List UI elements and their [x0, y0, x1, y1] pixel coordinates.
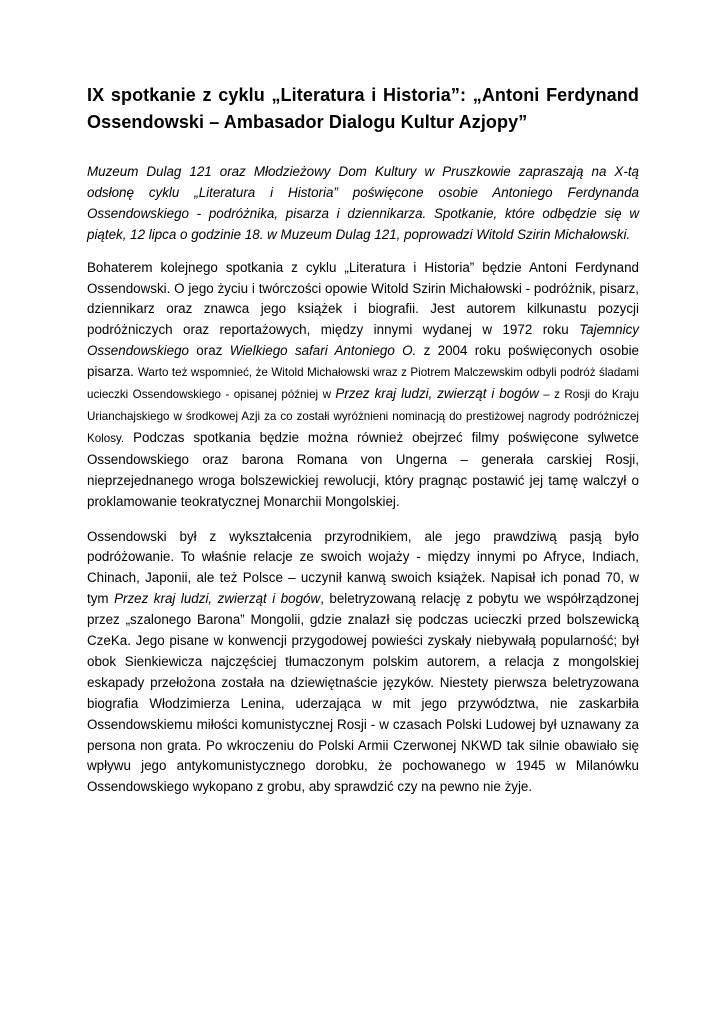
intro-paragraph: Muzeum Dulag 121 oraz Młodzieżowy Dom Kultury w Pruszkowie zapraszają na X-tą odsłonę cyklu „Literatura i Historia” poświęcone osobie Antoniego Ferdynanda Ossendowskiego - podróżnika, pisarza i dziennikarza. Spotkanie, które odbędzie się w piątek, 12 lipca o godzinie 18. w Muzeum Dulag 121, poprowadzi Witold Szirin Michałowski. — [87, 164, 639, 242]
body-text: oraz — [188, 343, 230, 359]
document-title: IX spotkanie z cyklu „Literatura i Historia”: „Antoni Ferdynand Ossendowski – Ambasador Dialogu Kultur Azjopy” — [87, 85, 639, 132]
body-text: Bohaterem kolejnego spotkania z cyklu „Literatura i Historia” będzie Antoni Ferdynand Ossendowski. O jego życiu i twórczości opowie Witold Szirin Michałowski - podróżnik, pisarz, dziennikarz oraz znawca jego książek i biografii. Jest autorem kilkunastu pozycji podróżniczych oraz reportażowych, między innymi wydanej w 1972 roku — [87, 259, 639, 338]
book-title: Tajemnicy Ossendowskiego — [87, 322, 639, 359]
body-text: Podczas spotkania będzie można również obejrzeć filmy poświęcone sylwetce Ossendowskiego oraz barona Romana von Ungerna – generała carskiej Rosji, nieprzejednanego wroga bolszewickiej rewolucji, który pragnąc postawić jej tamę walczył o proklamowanie teokratycznej Monarchii Mongolskiej. — [87, 429, 639, 509]
small-text: – z Rosji do Kraju Urianchajskiego w środkowej Azji za co zostałi wyróżnieni nominacją do prestiżowej nagrody podróżniczej Kolosy. — [87, 388, 639, 445]
book-title: Przez kraj ludzi, zwierząt i bogów — [335, 386, 539, 402]
book-title: Przez kraj ludzi, zwierząt i bogów — [114, 591, 321, 607]
document-page — [87, 82, 639, 798]
book-title: Wielkiego safari Antoniego O. — [229, 343, 417, 359]
body-text: , beletryzowaną relację z pobytu we współrządzonej przez „szalonego Barona” Mongolii, gdzie znalazł się podczas ucieczki przed bolszewicką CzeKa. Jego pisane w konwencji przygodowej powieści zyskały niebywałą popularność; był obok Sienkiewicza najczęściej tłumaczonym polskim autorem, a relacja z mongolskiej eskapady przełożona została na dziewiętnaście języków. Niestety pierwsza beletryzowana biografia Włodzimierza Lenina, uderzająca w mit jego przywództwa, nie zaskarbiła Ossendowskiemu miłości komunistycznej Rosji - w czasach Polski Ludowej był uznawany za persona non grata. Po wkroczeniu do Polski Armii Czerwonej NKWD tak silnie obawiało się wpływu jego antykomunistycznego dorobku, że pochowanego w 1945 w Milanówku Ossendowskiego wykopano z grobu, aby sprawdzić czy na pewno nie żyje. — [87, 591, 639, 795]
body-text: Ossendowski był z wykształcenia przyrodnikiem, ale jego prawdziwą pasją było podróżowanie. To właśnie relacje ze swoich wojaży - między innymi po Afryce, Indiach, Chinach, Japonii, ale też Polsce – uczynił kanwą swoich książek. Napisał ich ponad 70, w tym — [87, 528, 639, 607]
body-paragraph-1 — [87, 258, 639, 513]
small-text: Warto też wspomnieć, że Witold Michałowski wraz z Piotrem Malczewskim odbyli podróż śladami ucieczki Ossendowskiego - opisanej później w — [87, 366, 639, 402]
body-paragraph-2 — [87, 527, 639, 799]
body-text: z 2004 roku poświęconych osobie pisarza. — [87, 343, 639, 380]
